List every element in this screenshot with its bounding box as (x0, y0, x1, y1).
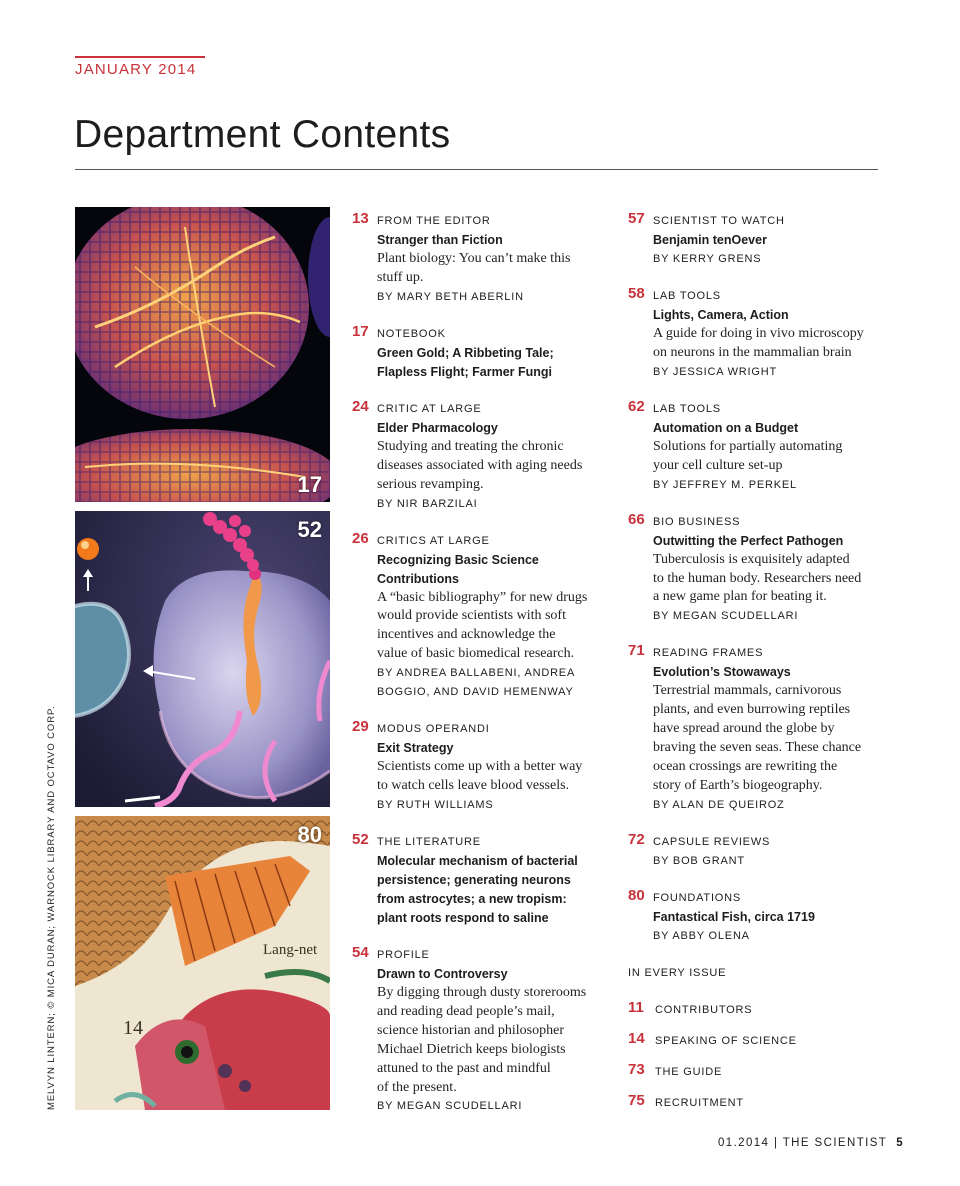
cell-illustration-image (75, 511, 330, 807)
entry-spacer (352, 1116, 607, 1134)
article-title[interactable]: Outwitting the Perfect Pathogen (653, 533, 844, 548)
section-label: FOUNDATIONS (653, 891, 742, 904)
footer-separator: | (773, 1137, 779, 1149)
entry-spacer (628, 626, 893, 644)
toc-entry[interactable] (628, 287, 893, 382)
byline: BY MEGAN SCUDELLARI (377, 1100, 523, 1113)
entry-spacer (628, 495, 893, 513)
article-description: story of Earth’s biogeography. (653, 777, 823, 793)
section-label: THE LITERATURE (377, 835, 481, 848)
section-label: SCIENTIST TO WATCH (653, 215, 785, 227)
page-number: 80 (628, 886, 645, 904)
article-title[interactable]: Contributions (377, 571, 459, 586)
footer-date: 01.2014 (717, 1137, 770, 1149)
issue-date: JANUARY 2014 (75, 61, 197, 78)
byline: BY MARY BETH ABERLIN (377, 290, 524, 303)
page-number: 29 (352, 718, 369, 736)
image-panel-52[interactable] (75, 511, 330, 807)
page-number: 66 (628, 510, 645, 528)
entry-spacer (628, 382, 893, 400)
article-title[interactable]: Flapless Flight; Farmer Fungi (377, 364, 553, 379)
section-label: LAB TOOLS (653, 290, 721, 302)
byline: BY BOB GRANT (653, 854, 745, 867)
page-number: 13 (352, 210, 369, 227)
article-description: Michael Dietrich keeps biologists (377, 1041, 566, 1057)
toc-entry[interactable] (628, 886, 893, 946)
article-description: on neurons in the mammalian brain (653, 344, 852, 360)
plate-number-text: 14 (123, 1017, 143, 1039)
byline: BY JEFFREY M. PERKEL (653, 478, 797, 491)
byline: BY ALAN DE QUEIROZ (653, 798, 785, 811)
toc-entry[interactable] (628, 212, 893, 269)
article-description: Solutions for partially automating (653, 438, 843, 454)
article-description: have spread around the globe by (653, 721, 835, 737)
article-description: A “basic bibliography” for new drugs (377, 589, 588, 605)
image-panel-80[interactable] (75, 816, 330, 1110)
byline: BY ANDREA BALLABENI, ANDREA (377, 667, 576, 680)
article-description: a new game plan for beating it. (653, 589, 827, 605)
article-title[interactable]: Automation on a Budget (653, 420, 799, 435)
section-label: READING FRAMES (653, 647, 764, 660)
article-description: plants, and even burrowing reptiles (653, 702, 851, 718)
toc-entry[interactable] (352, 720, 607, 815)
article-description: Plant biology: You can’t make this (377, 251, 571, 266)
article-description: ocean crossings are rewriting the (653, 758, 838, 774)
toc-entry[interactable] (352, 529, 607, 703)
article-description: to the human body. Researchers need (653, 570, 862, 586)
page-footer (718, 1137, 904, 1149)
byline: BY KERRY GRENS (653, 253, 762, 265)
article-title[interactable]: Stranger than Fiction (377, 233, 503, 247)
page-number: 57 (628, 210, 645, 227)
every-issue-heading: IN EVERY ISSUE (628, 966, 727, 979)
section-label: MODUS OPERANDI (377, 723, 490, 736)
entry-spacer (628, 983, 893, 1001)
page-number: 52 (352, 830, 369, 848)
article-description: A guide for doing in vivo microscopy (653, 326, 864, 341)
section-label: FROM THE EDITOR (377, 215, 491, 227)
fish-illustration-image (75, 816, 330, 1110)
article-description: of the present. (377, 1079, 457, 1095)
article-description: and reading dead people’s mail, (377, 1003, 555, 1019)
entry-spacer (352, 815, 607, 833)
title-rule (75, 169, 878, 170)
page-number: 54 (352, 943, 369, 961)
byline: BY NIR BARZILAI (377, 497, 478, 510)
article-description: serious revamping. (377, 476, 484, 492)
article-title[interactable]: Evolution’s Stowaways (653, 665, 791, 680)
leaf-microscopy-image (75, 207, 330, 502)
article-description: attuned to the past and mindful (377, 1060, 551, 1076)
toc-entry[interactable] (628, 830, 893, 871)
toc-entry[interactable] (352, 943, 607, 1116)
article-title[interactable]: Exit Strategy (377, 741, 454, 756)
section-label: CRITICS AT LARGE (377, 534, 490, 547)
section-label: NOTEBOOK (377, 327, 446, 340)
byline: BOGGIO, AND DAVID HEMENWAY (377, 686, 574, 699)
page-number: 58 (628, 285, 645, 302)
article-title[interactable]: persistence; generating neurons (377, 872, 571, 887)
article-title[interactable]: Recognizing Basic Science (377, 552, 539, 567)
entry-spacer (628, 815, 893, 833)
article-title[interactable]: Molecular mechanism of bacterial (377, 853, 578, 868)
photo-credit: MELVYN LINTERN; © MICA DURAN; WARNOCK LIBRARY AND OCTAVO CORP. (46, 705, 57, 1110)
article-title[interactable]: Lights, Camera, Action (653, 308, 789, 322)
page-number: 72 (628, 830, 645, 848)
article-description: Tuberculosis is exquisitely adapted (653, 551, 850, 567)
every-issue-item[interactable] (628, 1029, 893, 1063)
page-number: 24 (352, 397, 369, 415)
every-issue-item[interactable] (628, 1091, 893, 1125)
every-issue-item[interactable] (628, 998, 893, 1032)
byline: BY JESSICA WRIGHT (653, 365, 778, 378)
article-title[interactable]: from astrocytes; a new tropism: (377, 891, 567, 906)
article-description: your cell culture set-up (653, 457, 783, 473)
article-description: braving the seven seas. These chance (653, 740, 862, 756)
image-panel-17[interactable] (75, 207, 330, 502)
section-label: CAPSULE REVIEWS (653, 835, 771, 848)
article-description: science historian and philosopher (377, 1022, 565, 1038)
article-title[interactable]: Benjamin tenOever (653, 233, 767, 247)
page-number: 75 (628, 1091, 645, 1109)
page-number: 11 (628, 998, 644, 1016)
section-label: RECRUITMENT (655, 1096, 744, 1109)
article-description: value of basic biomedical research. (377, 646, 575, 662)
article-description: By digging through dusty storerooms (377, 984, 587, 1000)
footer-magazine: THE SCIENTIST (782, 1137, 887, 1149)
article-description: diseases associated with aging needs (377, 457, 583, 473)
page-number: 62 (628, 397, 645, 415)
section-label: SPEAKING OF SCIENCE (655, 1034, 797, 1047)
toc-entry[interactable] (628, 510, 893, 627)
article-description: to watch cells leave blood vessels. (377, 778, 570, 794)
image-page-number: 17 (297, 472, 322, 497)
every-issue-item[interactable] (628, 1060, 893, 1094)
article-description: would provide scientists with soft (377, 608, 566, 624)
entry-spacer (352, 382, 607, 400)
page-title: Department Contents (74, 113, 451, 156)
article-description: incentives and acknowledge the (377, 627, 556, 643)
toc-entry[interactable] (352, 397, 607, 514)
toc-entry[interactable] (628, 397, 893, 495)
page-number: 73 (628, 1060, 645, 1078)
article-description: stuff up. (377, 269, 424, 285)
entry-spacer (352, 514, 607, 532)
byline: BY ABBY OLENA (653, 929, 750, 942)
byline: BY MEGAN SCUDELLARI (653, 610, 799, 623)
section-label: CRITIC AT LARGE (377, 402, 482, 415)
entry-spacer (628, 946, 893, 964)
entry-spacer (628, 871, 893, 889)
article-title[interactable]: Green Gold; A Ribbeting Tale; (377, 345, 554, 360)
entry-spacer (628, 269, 893, 287)
section-label: LAB TOOLS (653, 402, 721, 415)
contents-column-right (628, 212, 893, 1125)
header-accent-rule (75, 56, 205, 58)
fish-caption-text: Lang-net (263, 942, 318, 958)
article-title[interactable]: Elder Pharmacology (377, 420, 498, 435)
image-page-number: 80 (297, 822, 322, 847)
toc-entry[interactable] (352, 212, 607, 307)
page-number: 71 (628, 642, 645, 660)
section-label: THE GUIDE (655, 1065, 723, 1078)
article-description: Terrestrial mammals, carnivorous (653, 683, 842, 699)
entry-spacer (352, 928, 607, 946)
page-number: 17 (352, 322, 369, 340)
byline: BY RUTH WILLIAMS (377, 798, 494, 811)
article-title[interactable]: Drawn to Controversy (377, 966, 508, 981)
article-description: Scientists come up with a better way (377, 759, 583, 775)
entry-spacer (352, 702, 607, 720)
section-label: PROFILE (377, 948, 430, 961)
image-page-number: 52 (297, 517, 322, 542)
article-description: Studying and treating the chronic (377, 438, 564, 454)
section-label: BIO BUSINESS (653, 515, 741, 528)
article-title[interactable]: plant roots respond to saline (377, 910, 549, 925)
page-number: 14 (628, 1029, 645, 1047)
toc-entry[interactable] (352, 322, 607, 382)
section-label: CONTRIBUTORS (655, 1003, 753, 1016)
page-number: 26 (352, 529, 369, 547)
footer-page-number: 5 (896, 1137, 904, 1149)
toc-entry[interactable] (628, 644, 893, 814)
entry-spacer (352, 307, 607, 325)
contents-column-left (352, 212, 607, 1134)
toc-entry[interactable] (352, 830, 607, 928)
article-title[interactable]: Fantastical Fish, circa 1719 (653, 909, 815, 924)
